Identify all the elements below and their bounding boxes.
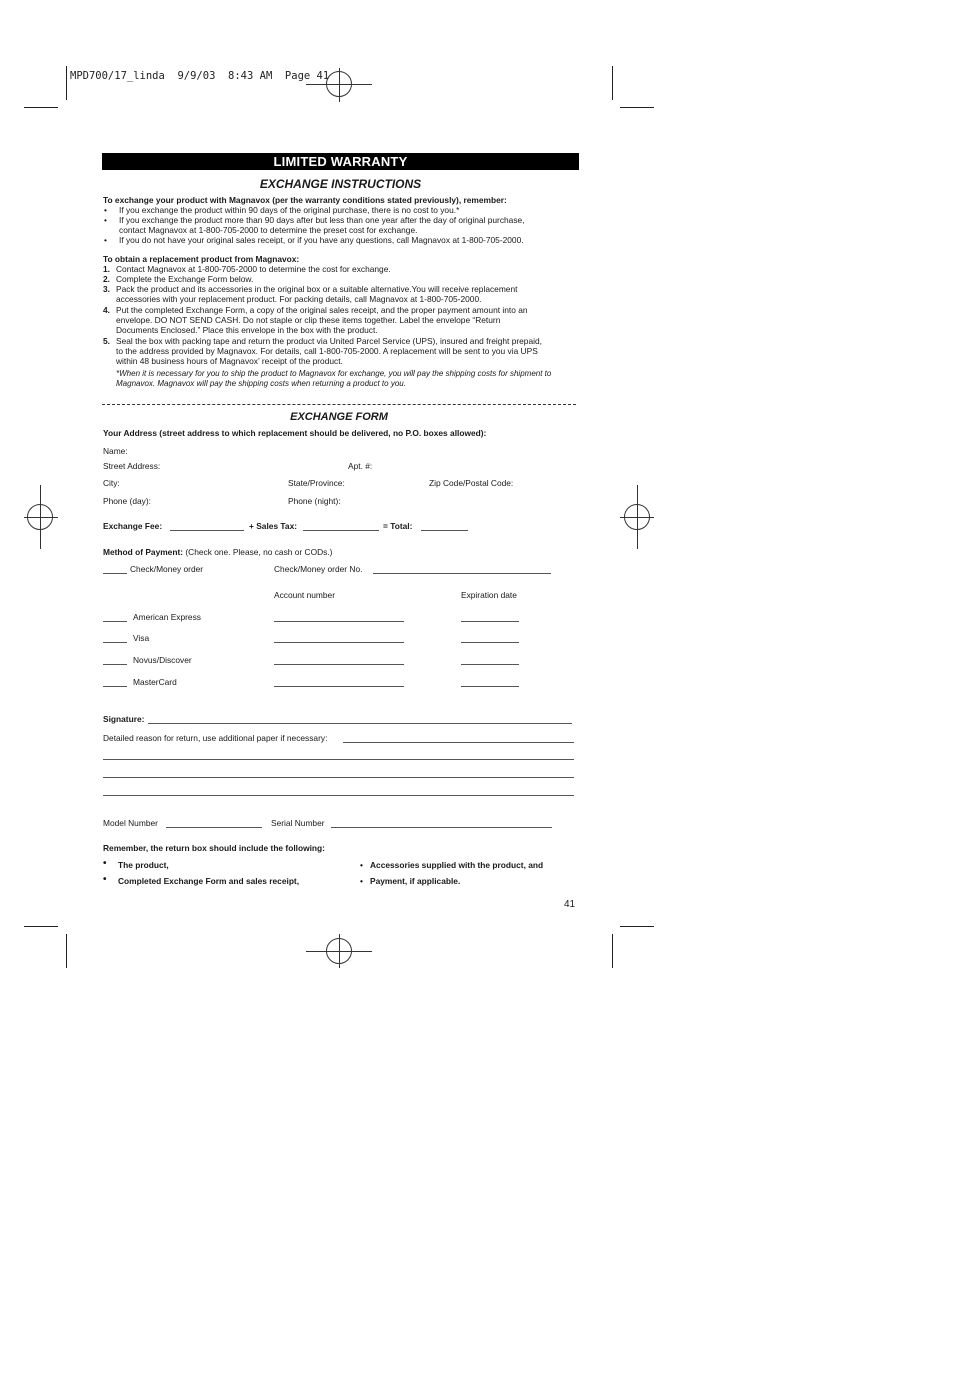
return-reason-label: Detailed reason for return, use additional paper if necessary:	[103, 733, 328, 743]
card-label: American Express	[133, 612, 201, 622]
check-money-order-label: Check/Money order	[130, 564, 204, 574]
crop-mark	[24, 926, 58, 927]
expiration-date-field[interactable]	[461, 664, 519, 665]
cut-line	[102, 404, 576, 405]
list-item: Seal the box with packing tape and return the product via United Parcel Service (UPS), insured and freight prepaid,	[116, 336, 542, 346]
serial-number-label: Serial Number	[271, 818, 325, 828]
return-reason-line[interactable]	[103, 759, 574, 760]
list-item: Contact Magnavox at 1-800-705-2000 to determine the cost for exchange.	[116, 264, 391, 274]
list-item: to the address provided by Magnavox. For details, call 1-800-705-2000. A replacement will be sent to you via UPS	[116, 346, 538, 356]
remember-heading: Remember, the return box should include the following:	[103, 843, 325, 853]
crop-mark	[620, 107, 654, 108]
signature-label: Signature:	[103, 714, 145, 724]
list-item: Pack the product and its accessories in the original box or a suitable alternative.You will receive replacement	[116, 284, 518, 294]
crop-mark	[612, 934, 613, 968]
list-item: The product,	[118, 860, 169, 870]
check-money-order-checkbox[interactable]	[103, 573, 127, 574]
list-item: within 48 business hours of Magnavox’ receipt of the product.	[116, 356, 343, 366]
check-number-label: Check/Money order No.	[274, 564, 363, 574]
account-number-field[interactable]	[274, 642, 404, 643]
print-slug: MPD700/17_linda 9/9/03 8:43 AM Page 41	[70, 70, 330, 82]
shipping-footnote: Magnavox. Magnavox will pay the shipping costs when returning a product to you.	[116, 379, 406, 388]
crop-mark	[66, 66, 67, 100]
sales-tax-label: + Sales Tax:	[249, 521, 298, 531]
expiration-date-header: Expiration date	[461, 590, 517, 600]
list-item: If you exchange the product more than 90 days after but less than one year after the day of original purchase,	[119, 215, 525, 225]
payment-method-line	[103, 547, 332, 557]
exchange-form-heading: EXCHANGE FORM	[290, 411, 388, 423]
apt-label: Apt. #:	[348, 461, 373, 471]
check-number-field[interactable]	[373, 573, 551, 574]
list-item: envelope. DO NOT SEND CASH. Do not staple or clip these items together. Label the envelope “Return	[116, 315, 501, 325]
list-item: accessories with your replacement product. For packing details, call Magnavox at 1-800-705-2000.	[116, 294, 482, 304]
signature-field[interactable]	[148, 723, 572, 724]
sales-tax-field[interactable]	[303, 530, 379, 531]
account-number-field[interactable]	[274, 621, 404, 622]
list-item: contact Magnavox at 1-800-705-2000 to determine the preset cost for exchange.	[119, 225, 418, 235]
total-field[interactable]	[421, 530, 468, 531]
page-number: 41	[564, 899, 576, 910]
model-number-field[interactable]	[166, 827, 262, 828]
expiration-date-field[interactable]	[461, 621, 519, 622]
account-number-header: Account number	[274, 590, 335, 600]
serial-number-field[interactable]	[331, 827, 552, 828]
list-item: Documents Enclosed.” Place this envelope in the box with the product.	[116, 325, 378, 335]
payment-method-label: Method of Payment:	[103, 547, 184, 557]
crop-mark	[66, 934, 67, 968]
list-item: Complete the Exchange Form below.	[116, 274, 254, 284]
list-item: If you do not have your original sales receipt, or if you have any questions, call Magnavox at 1-800-705-2000.	[119, 235, 524, 245]
expiration-date-field[interactable]	[461, 686, 519, 687]
shipping-footnote: *When it is necessary for you to ship the product to Magnavox for exchange, you will pay the shipping costs for shipment to	[116, 369, 552, 378]
crop-mark	[620, 926, 654, 927]
card-checkbox[interactable]	[103, 642, 127, 643]
card-label: Novus/Discover	[133, 655, 192, 665]
return-reason-line[interactable]	[103, 777, 574, 778]
exchange-fee-field[interactable]	[170, 530, 244, 531]
list-item: Put the completed Exchange Form, a copy of the original sales receipt, and the proper payment amount into an	[116, 305, 528, 315]
exchange-instructions-heading: EXCHANGE INSTRUCTIONS	[259, 177, 422, 191]
list-item: Completed Exchange Form and sales receipt,	[118, 876, 300, 886]
expiration-date-field[interactable]	[461, 642, 519, 643]
exchange-fee-label: Exchange Fee:	[103, 521, 163, 531]
account-number-field[interactable]	[274, 664, 404, 665]
street-address-label: Street Address:	[103, 461, 161, 471]
instructions-intro: To exchange your product with Magnavox (per the warranty conditions stated previously), remember:	[103, 195, 507, 205]
list-item: Payment, if applicable.	[370, 876, 461, 886]
total-label: = Total:	[383, 521, 413, 531]
list-item: If you exchange the product within 90 days of the original purchase, there is no cost to you.*	[119, 205, 460, 215]
crop-mark	[612, 66, 613, 100]
card-checkbox[interactable]	[103, 686, 127, 687]
replacement-heading: To obtain a replacement product from Magnavox:	[103, 254, 300, 264]
name-field-label: Name:	[103, 446, 128, 456]
page-banner: LIMITED WARRANTY	[102, 153, 579, 170]
card-label: Visa	[133, 633, 150, 643]
card-label: MasterCard	[133, 677, 177, 687]
address-heading: Your Address (street address to which replacement should be delivered, no P.O. boxes allowed):	[103, 428, 487, 438]
card-checkbox[interactable]	[103, 664, 127, 665]
zip-label: Zip Code/Postal Code:	[429, 478, 514, 488]
return-reason-field[interactable]	[343, 742, 574, 743]
state-label: State/Province:	[288, 478, 345, 488]
payment-method-note: (Check one. Please, no cash or CODs.)	[185, 547, 333, 557]
city-label: City:	[103, 478, 120, 488]
phone-night-label: Phone (night):	[288, 496, 341, 506]
phone-day-label: Phone (day):	[103, 496, 151, 506]
account-number-field[interactable]	[274, 686, 404, 687]
crop-mark	[24, 107, 58, 108]
card-checkbox[interactable]	[103, 621, 127, 622]
model-number-label: Model Number	[103, 818, 158, 828]
return-reason-line[interactable]	[103, 795, 574, 796]
list-item: Accessories supplied with the product, and	[370, 860, 544, 870]
